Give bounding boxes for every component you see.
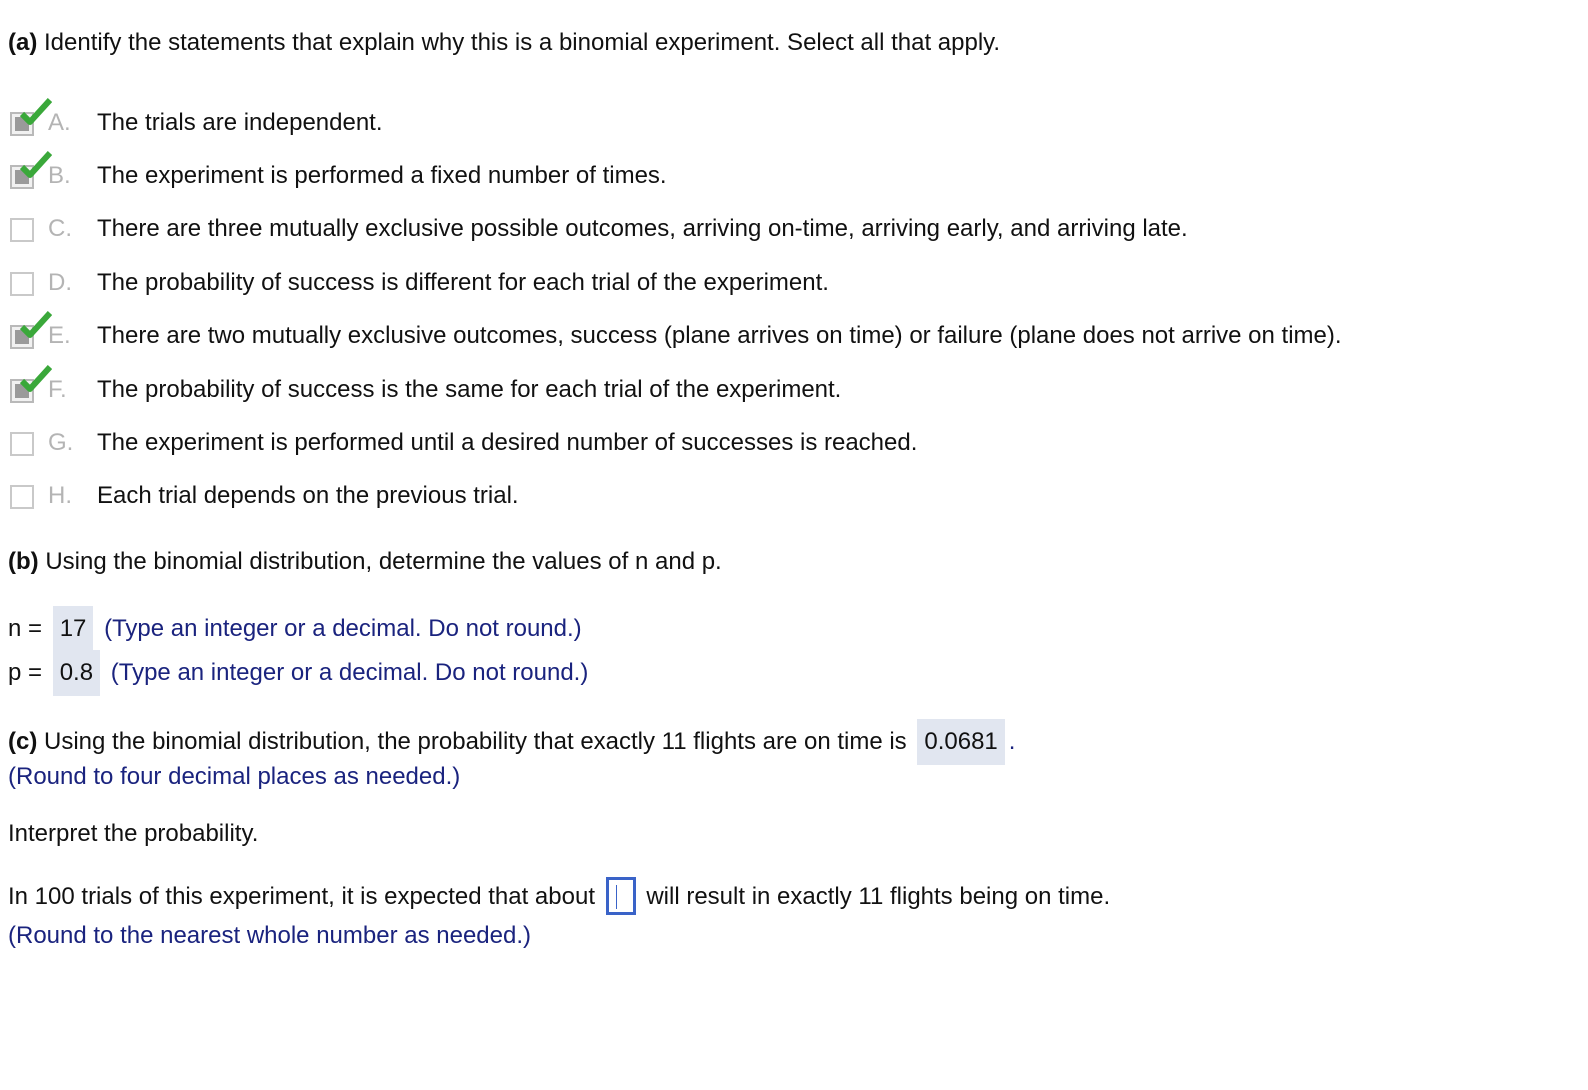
checkmark-icon [20,98,52,128]
checkbox-checked[interactable] [10,325,34,349]
part-b-label: (b) [8,548,39,575]
checkmark-icon [20,311,52,341]
probability-answer[interactable]: 0.0681 [917,719,1004,765]
option-text: Each trial depends on the previous trial. [97,482,519,510]
option-text: The probability of success is different for each trial of the experiment. [97,268,829,296]
interpret-label: Interpret the probability. [8,820,259,847]
part-c-text: Using the binomial distribution, the probability that exactly 11 flights are on time is [44,728,907,755]
option-letter: A. [48,108,71,136]
option-text: The experiment is performed a fixed number of times. [97,162,667,190]
part-c-question [8,719,1015,765]
part-c-hint: (Round to four decimal places as needed.) [8,763,461,790]
n-answer[interactable]: 17 [53,606,94,652]
p-hint: (Type an integer or a decimal. Do not round.) [110,659,589,686]
options-list [10,96,1570,523]
option-d[interactable] [10,256,1570,309]
checkbox[interactable] [10,485,34,509]
option-f[interactable] [10,363,1570,416]
p-label: p = [8,659,43,686]
option-g[interactable] [10,416,1570,469]
part-b-question [8,547,722,577]
interpret-sentence [8,878,1110,917]
checkbox-checked[interactable] [10,112,34,136]
period: . [1008,728,1016,755]
option-a[interactable] [10,96,1570,149]
sentence-after: will result in exactly 11 flights being on time. [646,883,1111,910]
option-text: There are three mutually exclusive possible outcomes, arriving on-time, arriving early, and arriving late. [97,215,1188,243]
option-letter: G. [48,429,74,457]
option-text: The probability of success is the same for each trial of the experiment. [97,375,842,403]
checkbox-checked[interactable] [10,379,34,403]
option-letter: C. [48,215,72,243]
option-letter: D. [48,268,72,296]
n-row [8,606,582,652]
option-c[interactable] [10,203,1570,256]
option-text: The trials are independent. [97,108,383,136]
p-answer[interactable]: 0.8 [53,650,100,696]
part-a-question [8,28,1000,58]
option-e[interactable] [10,310,1570,363]
option-h[interactable] [10,470,1570,523]
checkbox[interactable] [10,432,34,456]
n-label: n = [8,615,43,642]
checkmark-icon [20,151,52,181]
option-b[interactable] [10,149,1570,202]
sentence-before: In 100 trials of this experiment, it is expected that about [8,883,595,910]
part-a-label: (a) [8,29,38,56]
option-letter: F. [48,375,67,403]
part-a-text: Identify the statements that explain why this is a binomial experiment. Select all that apply. [44,29,1001,56]
part-b-text: Using the binomial distribution, determine the values of n and p. [45,548,722,575]
checkbox[interactable] [10,218,34,242]
checkmark-icon [20,365,52,395]
option-letter: E. [48,322,71,350]
sentence-hint: (Round to the nearest whole number as needed.) [8,922,531,949]
answer-input[interactable] [606,877,636,915]
option-text: The experiment is performed until a desired number of successes is reached. [97,429,918,457]
option-letter: B. [48,162,71,190]
part-c-label: (c) [8,728,38,755]
p-row [8,650,588,696]
n-hint: (Type an integer or a decimal. Do not round.) [104,615,582,642]
checkbox-checked[interactable] [10,165,34,189]
option-text: There are two mutually exclusive outcomes, success (plane arrives on time) or failure (plane does not arrive on time). [97,322,1342,350]
option-letter: H. [48,482,72,510]
checkbox[interactable] [10,272,34,296]
